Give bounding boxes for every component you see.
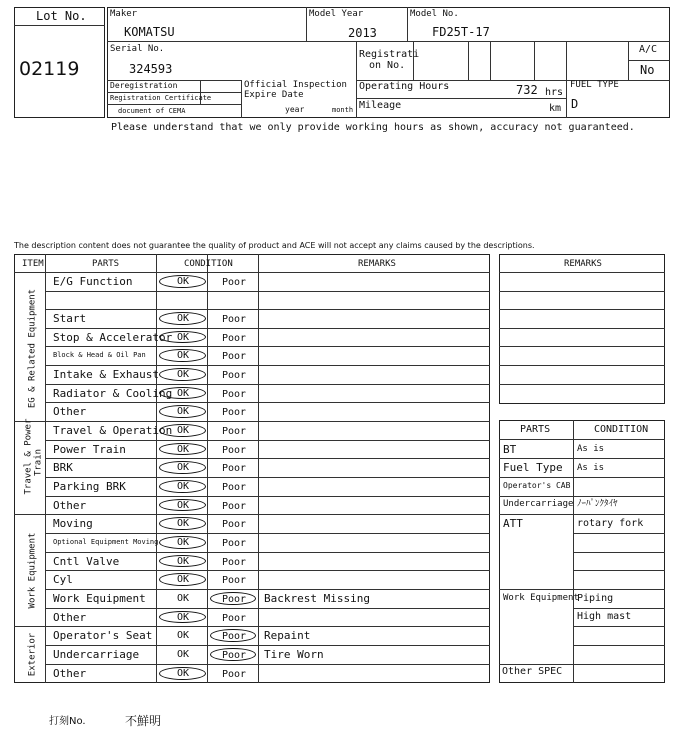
poor-option: Poor bbox=[222, 557, 247, 568]
registration-certificate-label: Registration Certificate bbox=[110, 94, 212, 102]
ac-value: No bbox=[640, 63, 655, 77]
part-name: BRK bbox=[53, 461, 73, 474]
poor-option: Poor bbox=[222, 426, 247, 437]
row-divider bbox=[499, 439, 665, 440]
row-divider bbox=[45, 570, 490, 571]
ok-circle-mark bbox=[159, 368, 206, 381]
ok-circle-mark bbox=[159, 611, 206, 623]
ok-option: OK bbox=[177, 668, 190, 679]
month-label: month bbox=[332, 106, 354, 114]
spec-undercarriage-label: Undercarriage bbox=[503, 499, 574, 509]
poor-option: Poor bbox=[222, 314, 247, 325]
hrs-unit: hrs bbox=[545, 87, 564, 98]
ok-option: OK bbox=[177, 406, 190, 417]
part-name: Intake & Exhaust bbox=[53, 368, 159, 381]
header-divider bbox=[14, 272, 490, 273]
poor-option: Poor bbox=[222, 631, 247, 642]
spec-bt-label: BT bbox=[503, 443, 517, 456]
ok-circle-mark bbox=[159, 387, 206, 399]
parts-header: PARTS bbox=[92, 259, 120, 269]
row-divider bbox=[573, 645, 665, 646]
ok-option: OK bbox=[177, 518, 190, 529]
part-name: Parking BRK bbox=[53, 480, 126, 493]
group-work-label: Work Equipment bbox=[27, 532, 38, 609]
part-name: Block & Head & Oil Pan bbox=[53, 351, 146, 359]
row-divider bbox=[499, 291, 665, 292]
inspection-label-2: Expire Date bbox=[244, 90, 304, 100]
divider bbox=[306, 7, 307, 41]
fuel-type-label: FUEL TYPE bbox=[570, 80, 619, 90]
part-name: Undercarriage bbox=[53, 648, 140, 661]
part-name: Other bbox=[53, 405, 87, 418]
spec-work-value-piping: Piping bbox=[577, 593, 614, 604]
part-name: Work Equipment bbox=[53, 592, 146, 605]
row-divider bbox=[499, 477, 665, 478]
row-divider bbox=[45, 645, 490, 646]
stamp-number-value: 不鮮明 bbox=[125, 714, 162, 728]
model-no-value: FD25T-17 bbox=[432, 25, 490, 39]
model-no-label: Model No. bbox=[410, 9, 459, 19]
row-divider bbox=[499, 309, 665, 310]
poor-option: Poor bbox=[222, 482, 247, 493]
spec-condition-header: CONDITION bbox=[594, 424, 649, 435]
row-divider bbox=[573, 533, 665, 534]
poor-option: Poor bbox=[222, 501, 247, 512]
row-divider bbox=[45, 328, 490, 329]
ok-option: OK bbox=[177, 537, 190, 548]
ok-circle-mark bbox=[159, 573, 206, 586]
spec-work-value-mast: High mast bbox=[577, 611, 632, 622]
remarks-header: REMARKS bbox=[358, 259, 396, 269]
ok-option: OK bbox=[177, 612, 190, 623]
group-divider bbox=[14, 514, 490, 515]
part-name: Stop & Accelerator bbox=[53, 331, 173, 344]
part-name: Other bbox=[53, 611, 87, 624]
part-name: Power Train bbox=[53, 443, 126, 456]
poor-option: Poor bbox=[222, 407, 247, 418]
ok-option: OK bbox=[177, 556, 190, 567]
divider bbox=[407, 7, 408, 41]
part-name: Optional Equipment Moving bbox=[53, 538, 159, 546]
row-divider bbox=[45, 440, 490, 441]
row-divider bbox=[45, 291, 490, 292]
column-divider bbox=[207, 254, 208, 683]
part-name: Other bbox=[53, 667, 87, 680]
divider bbox=[628, 80, 670, 81]
ok-circle-mark bbox=[159, 480, 206, 493]
part-name: Travel & Operation bbox=[53, 424, 173, 437]
row-divider bbox=[499, 346, 665, 347]
group-divider bbox=[14, 626, 490, 627]
remark-text: Repaint bbox=[264, 629, 311, 642]
ok-option: OK bbox=[177, 425, 190, 436]
model-year-label: Model Year bbox=[309, 9, 364, 19]
spec-work-label: Work Equipment bbox=[503, 593, 579, 603]
row-divider bbox=[499, 664, 665, 665]
accuracy-notice: Please understand that we only provide working hours as shown, accuracy not guaranteed. bbox=[111, 122, 635, 133]
ok-circle-mark bbox=[159, 331, 206, 343]
row-divider bbox=[45, 346, 490, 347]
km-unit: km bbox=[549, 103, 562, 114]
divider bbox=[14, 25, 105, 26]
poor-option: Poor bbox=[222, 594, 247, 605]
part-name: Operator's Seat bbox=[53, 629, 153, 642]
part-name: Other bbox=[53, 499, 87, 512]
remark-text: Backrest Missing bbox=[264, 592, 370, 605]
poor-option: Poor bbox=[222, 351, 247, 362]
ok-option: OK bbox=[177, 350, 190, 361]
row-divider bbox=[573, 608, 665, 609]
part-name: Radiator & Cooling bbox=[53, 387, 173, 400]
part-name: Moving bbox=[53, 517, 93, 530]
column-divider bbox=[258, 254, 259, 683]
row-divider bbox=[45, 309, 490, 310]
ok-circle-mark bbox=[159, 517, 206, 530]
divider bbox=[356, 41, 357, 118]
lot-number: 02119 bbox=[19, 58, 80, 80]
divider bbox=[490, 41, 491, 80]
poor-option: Poor bbox=[222, 389, 247, 400]
row-divider bbox=[45, 458, 490, 459]
year-label: year bbox=[285, 105, 305, 114]
spec-att-value: rotary fork bbox=[577, 518, 644, 529]
disclaimer: The description content does not guarantee the quality of product and ACE will not accept any claims caused by the descriptions. bbox=[14, 241, 535, 250]
ok-circle-mark bbox=[159, 275, 206, 288]
row-divider bbox=[499, 496, 665, 497]
model-year-value: 2013 bbox=[348, 26, 377, 40]
poor-option: Poor bbox=[222, 333, 247, 344]
divider bbox=[107, 104, 241, 105]
poor-circle-mark bbox=[210, 592, 256, 605]
ok-circle-mark bbox=[159, 405, 206, 418]
ok-option: OK bbox=[177, 276, 190, 287]
poor-option: Poor bbox=[222, 538, 247, 549]
lot-label: Lot No. bbox=[36, 9, 87, 23]
ok-option: OK bbox=[177, 593, 190, 604]
group-travel-label: Travel & Power bbox=[23, 418, 34, 495]
spec-bt-value: As is bbox=[577, 444, 605, 454]
operating-hours-label: Operating Hours bbox=[359, 81, 450, 92]
item-header: ITEM bbox=[22, 259, 44, 269]
group-exterior-label: Exterior bbox=[27, 632, 38, 677]
ok-circle-mark bbox=[159, 424, 206, 437]
divider bbox=[534, 41, 535, 80]
ok-option: OK bbox=[177, 481, 190, 492]
remark-text: Tire Worn bbox=[264, 648, 324, 661]
poor-option: Poor bbox=[222, 445, 247, 456]
row-divider bbox=[45, 533, 490, 534]
ac-label: A/C bbox=[639, 44, 658, 55]
part-name: E/G Function bbox=[53, 275, 133, 288]
poor-option: Poor bbox=[222, 650, 247, 661]
deregistration-label: Deregistration bbox=[110, 81, 178, 90]
spec-att-label: ATT bbox=[503, 517, 523, 530]
divider bbox=[628, 41, 629, 80]
row-divider bbox=[499, 589, 665, 590]
row-divider bbox=[45, 664, 490, 665]
poor-option: Poor bbox=[222, 669, 247, 680]
poor-option: Poor bbox=[222, 575, 247, 586]
row-divider bbox=[499, 384, 665, 385]
row-divider bbox=[573, 626, 665, 627]
ok-option: OK bbox=[177, 649, 190, 660]
serial-value: 324593 bbox=[129, 62, 173, 76]
ok-option: OK bbox=[177, 313, 190, 324]
poor-option: Poor bbox=[222, 613, 247, 624]
poor-circle-mark bbox=[210, 629, 256, 642]
maker-label: Maker bbox=[110, 9, 138, 19]
poor-option: Poor bbox=[222, 370, 247, 381]
registration-label-2: on No. bbox=[369, 60, 406, 71]
divider bbox=[107, 41, 670, 42]
group-eg-label: EG & Related Equipment bbox=[27, 288, 38, 409]
maker-value: KOMATSU bbox=[124, 25, 175, 39]
row-divider bbox=[45, 589, 490, 590]
ok-option: OK bbox=[177, 388, 190, 399]
row-divider bbox=[499, 272, 665, 273]
divider bbox=[241, 80, 242, 118]
ok-circle-mark bbox=[159, 555, 206, 567]
ok-circle-mark bbox=[159, 461, 206, 474]
column-divider bbox=[45, 254, 46, 683]
part-name: Cntl Valve bbox=[53, 555, 120, 568]
registration-label: Registrati bbox=[359, 49, 420, 60]
poor-circle-mark bbox=[210, 648, 256, 661]
divider bbox=[107, 92, 241, 93]
part-name: Start bbox=[53, 312, 87, 325]
poor-option: Poor bbox=[222, 463, 247, 474]
column-divider bbox=[156, 254, 157, 683]
ok-circle-mark bbox=[159, 536, 206, 549]
divider bbox=[628, 60, 670, 61]
spec-cab-label: Operator's CAB bbox=[503, 481, 571, 490]
spec-fuel-label: Fuel Type bbox=[503, 461, 563, 474]
ok-option: OK bbox=[177, 630, 190, 641]
poor-option: Poor bbox=[222, 519, 247, 530]
mileage-label: Mileage bbox=[359, 100, 402, 111]
ok-circle-mark bbox=[159, 349, 206, 362]
ok-circle-mark bbox=[159, 443, 206, 455]
row-divider bbox=[499, 514, 665, 515]
serial-label: Serial No. bbox=[110, 44, 165, 54]
ok-option: OK bbox=[177, 500, 190, 511]
row-divider bbox=[45, 608, 490, 609]
group-travel-label-2: Train bbox=[33, 448, 44, 477]
row-divider bbox=[499, 328, 665, 329]
divider bbox=[356, 98, 566, 99]
fuel-type-value: D bbox=[571, 97, 579, 111]
row-divider bbox=[45, 477, 490, 478]
row-divider bbox=[45, 496, 490, 497]
row-divider bbox=[45, 552, 490, 553]
group-divider bbox=[14, 421, 490, 422]
ok-circle-mark bbox=[159, 312, 206, 325]
row-divider bbox=[45, 402, 490, 403]
spec-undercarriage-value: ﾉｰﾊﾟﾝｸﾀｲﾔ bbox=[577, 499, 618, 509]
stamp-number-label: 打刻No. bbox=[49, 716, 86, 727]
divider bbox=[468, 41, 469, 80]
row-divider bbox=[573, 570, 665, 571]
row-divider bbox=[573, 552, 665, 553]
divider bbox=[413, 41, 414, 80]
row-divider bbox=[499, 365, 665, 366]
divider bbox=[566, 41, 567, 118]
row-divider bbox=[499, 458, 665, 459]
right-remarks-header: REMARKS bbox=[564, 259, 602, 269]
ok-option: OK bbox=[177, 332, 190, 343]
spec-fuel-value: As is bbox=[577, 463, 605, 473]
part-name: Cyl bbox=[53, 573, 73, 586]
ok-circle-mark bbox=[159, 667, 206, 680]
poor-option: Poor bbox=[222, 277, 247, 288]
ok-circle-mark bbox=[159, 499, 206, 511]
remarks-frame bbox=[499, 254, 665, 404]
row-divider bbox=[45, 384, 490, 385]
spec-parts-header: PARTS bbox=[520, 424, 551, 435]
ok-option: OK bbox=[177, 444, 190, 455]
ok-option: OK bbox=[177, 574, 190, 585]
row-divider bbox=[45, 365, 490, 366]
operating-hours-value: 732 bbox=[516, 83, 538, 97]
ok-option: OK bbox=[177, 369, 190, 380]
cema-document-label: document of CEMA bbox=[118, 107, 186, 115]
spec-other-label: Other SPEC bbox=[502, 666, 563, 677]
condition-header: CONDITION bbox=[184, 259, 233, 269]
inspection-label: Official Inspection bbox=[244, 80, 347, 90]
ok-option: OK bbox=[177, 462, 190, 473]
